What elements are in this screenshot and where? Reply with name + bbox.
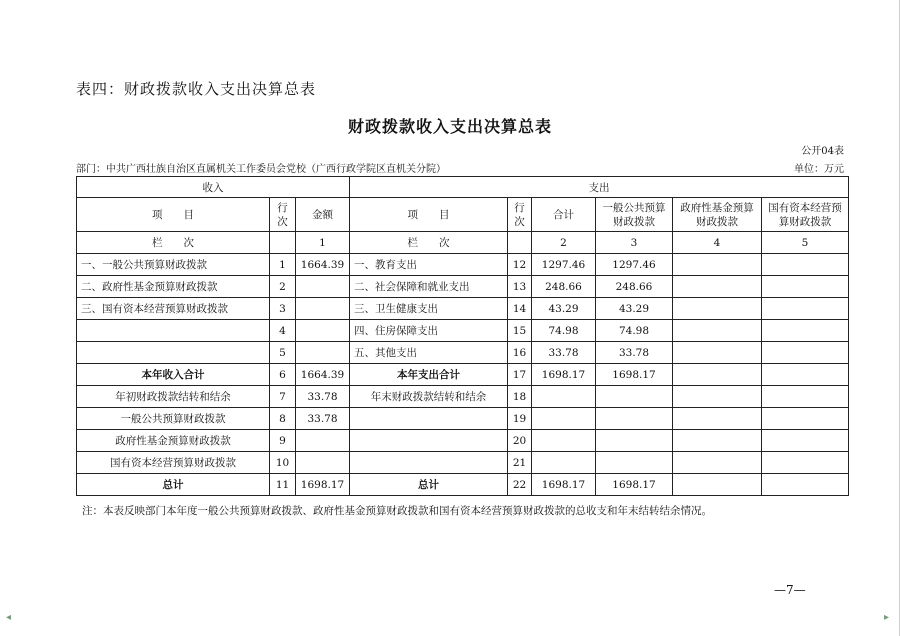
expense-row-no-cell: 18 (508, 386, 532, 408)
income-item-cell: 国有资本经营预算财政拨款 (77, 452, 270, 474)
department-label: 部门：中共广西壮族自治区直属机关工作委员会党校（广西行政学院区直机关分院） (76, 164, 446, 175)
expense-state-capital-cell (762, 386, 849, 408)
expense-gov-fund-cell (673, 298, 762, 320)
income-item-cell (77, 342, 270, 364)
expense-item-cell: 一、教育支出 (350, 254, 508, 276)
expense-total-cell (532, 408, 596, 430)
expense-header: 支出 (350, 177, 849, 198)
expense-total-cell: 33.78 (532, 342, 596, 364)
expense-total-cell: 1698.17 (532, 364, 596, 386)
expense-row-no-cell: 13 (508, 276, 532, 298)
expense-item-header: 项 目 (350, 198, 508, 232)
expense-general-cell: 1297.46 (596, 254, 673, 276)
income-column-blank (270, 232, 296, 254)
expense-gov-fund-header: 政府性基金预算财政拨款 (673, 198, 762, 232)
income-row-no-cell: 8 (270, 408, 296, 430)
table-row (77, 342, 849, 364)
income-row-no-cell: 9 (270, 430, 296, 452)
income-item-cell: 三、国有资本经营预算财政拨款 (77, 298, 270, 320)
expense-general-cell (596, 430, 673, 452)
table-row (77, 408, 849, 430)
income-amount-cell (296, 342, 350, 364)
expense-state-capital-cell (762, 452, 849, 474)
expense-row-no-cell: 21 (508, 452, 532, 474)
income-item-cell: 二、政府性基金预算财政拨款 (77, 276, 270, 298)
expense-gov-fund-cell (673, 386, 762, 408)
expense-state-capital-cell (762, 254, 849, 276)
expense-gov-fund-cell (673, 364, 762, 386)
income-row-no-cell: 5 (270, 342, 296, 364)
income-row-no-cell: 4 (270, 320, 296, 342)
table-title: 财政拨款收入支出决算总表 (347, 117, 552, 136)
expense-row-no-cell: 20 (508, 430, 532, 452)
expense-gov-fund-cell (673, 430, 762, 452)
col-index-3: 3 (596, 232, 673, 254)
page-number: —7— (774, 583, 806, 597)
expense-state-capital-cell (762, 474, 849, 496)
expense-general-cell: 74.98 (596, 320, 673, 342)
expense-row-no-cell: 12 (508, 254, 532, 276)
expense-total-cell: 43.29 (532, 298, 596, 320)
income-header: 收入 (77, 177, 350, 198)
income-item-cell: 本年收入合计 (77, 364, 270, 386)
expense-state-capital-cell (762, 298, 849, 320)
expense-total-cell: 1297.46 (532, 254, 596, 276)
expense-total-cell (532, 452, 596, 474)
expense-general-cell: 248.66 (596, 276, 673, 298)
income-amount-cell: 1698.17 (296, 474, 350, 496)
table-row (77, 254, 849, 276)
expense-item-cell: 本年支出合计 (350, 364, 508, 386)
income-row-no-header: 行次 (270, 198, 296, 232)
table-row (77, 298, 849, 320)
income-item-cell: 年初财政拨款结转和结余 (77, 386, 270, 408)
income-amount-cell: 33.78 (296, 386, 350, 408)
expense-state-capital-cell (762, 430, 849, 452)
income-row-no-cell: 1 (270, 254, 296, 276)
expense-row-no-cell: 16 (508, 342, 532, 364)
income-item-cell (77, 320, 270, 342)
expense-general-cell: 1698.17 (596, 474, 673, 496)
expense-state-capital-header: 国有资本经营预算财政拨款 (762, 198, 849, 232)
expense-general-cell (596, 386, 673, 408)
expense-item-cell (350, 430, 508, 452)
expense-total-cell: 248.66 (532, 276, 596, 298)
income-row-no-cell: 2 (270, 276, 296, 298)
expense-row-no-cell: 17 (508, 364, 532, 386)
next-page-icon[interactable]: ▸ (884, 612, 890, 623)
expense-row-no-cell: 22 (508, 474, 532, 496)
income-amount-header: 金额 (296, 198, 350, 232)
expense-item-cell: 年末财政拨款结转和结余 (350, 386, 508, 408)
expense-item-cell: 二、社会保障和就业支出 (350, 276, 508, 298)
table-row (77, 276, 849, 298)
col-index-4: 4 (673, 232, 762, 254)
expense-state-capital-cell (762, 276, 849, 298)
table-row (77, 452, 849, 474)
expense-general-cell: 43.29 (596, 298, 673, 320)
expense-state-capital-cell (762, 342, 849, 364)
income-item-cell: 总计 (77, 474, 270, 496)
expense-row-no-cell: 15 (508, 320, 532, 342)
expense-item-cell: 四、住房保障支出 (350, 320, 508, 342)
income-amount-cell (296, 452, 350, 474)
table-row (77, 320, 849, 342)
expense-general-header: 一般公共预算财政拨款 (596, 198, 673, 232)
expense-row-no-cell: 19 (508, 408, 532, 430)
expense-gov-fund-cell (673, 254, 762, 276)
table-row (77, 364, 849, 386)
expense-state-capital-cell (762, 320, 849, 342)
income-row-no-cell: 3 (270, 298, 296, 320)
income-amount-cell (296, 320, 350, 342)
expense-item-cell (350, 452, 508, 474)
income-item-cell: 一、一般公共预算财政拨款 (77, 254, 270, 276)
expense-gov-fund-cell (673, 474, 762, 496)
expense-general-cell (596, 408, 673, 430)
income-item-cell: 政府性基金预算财政拨款 (77, 430, 270, 452)
expense-gov-fund-cell (673, 276, 762, 298)
income-row-no-cell: 7 (270, 386, 296, 408)
col-index-5: 5 (762, 232, 849, 254)
income-item-cell: 一般公共预算财政拨款 (77, 408, 270, 430)
expense-total-cell (532, 386, 596, 408)
table-row (77, 474, 849, 496)
col-index-2: 2 (532, 232, 596, 254)
expense-row-no-cell: 14 (508, 298, 532, 320)
income-amount-cell (296, 298, 350, 320)
income-row-no-cell: 11 (270, 474, 296, 496)
expense-item-cell (350, 408, 508, 430)
prev-page-icon[interactable]: ◂ (6, 612, 12, 623)
expense-item-cell: 三、卫生健康支出 (350, 298, 508, 320)
income-item-header: 项 目 (77, 198, 270, 232)
expense-total-header: 合计 (532, 198, 596, 232)
income-amount-cell: 33.78 (296, 408, 350, 430)
section-heading: 表四：财政拨款收入支出决算总表 (76, 80, 317, 98)
expense-total-cell: 1698.17 (532, 474, 596, 496)
table-note: 注：本表反映部门本年度一般公共预算财政拨款、政府性基金预算财政拨款和国有资本经营预算财政拨款的总收支和年末结转结余情况。 (82, 505, 712, 517)
form-number: 公开04表 (801, 146, 844, 157)
table-row (77, 430, 849, 452)
income-row-no-cell: 10 (270, 452, 296, 474)
expense-state-capital-cell (762, 364, 849, 386)
income-row-no-cell: 6 (270, 364, 296, 386)
expense-item-cell: 总计 (350, 474, 508, 496)
expense-state-capital-cell (762, 408, 849, 430)
expense-gov-fund-cell (673, 342, 762, 364)
expense-gov-fund-cell (673, 408, 762, 430)
expense-general-cell (596, 452, 673, 474)
expense-general-cell: 33.78 (596, 342, 673, 364)
income-amount-cell: 1664.39 (296, 254, 350, 276)
table-row (77, 386, 849, 408)
expense-item-cell: 五、其他支出 (350, 342, 508, 364)
expense-total-cell (532, 430, 596, 452)
expense-column-blank (508, 232, 532, 254)
column-index-row (77, 232, 849, 254)
col-index-1: 1 (296, 232, 350, 254)
unit-label: 单位：万元 (794, 164, 844, 175)
income-column-label: 栏 次 (77, 232, 270, 254)
expense-row-no-header: 行次 (508, 198, 532, 232)
expense-general-cell: 1698.17 (596, 364, 673, 386)
expense-column-label: 栏 次 (350, 232, 508, 254)
header-row-columns (77, 198, 849, 232)
income-amount-cell (296, 276, 350, 298)
expense-gov-fund-cell (673, 320, 762, 342)
budget-table (76, 176, 849, 496)
expense-total-cell: 74.98 (532, 320, 596, 342)
income-amount-cell: 1664.39 (296, 364, 350, 386)
header-row-group (77, 177, 849, 198)
income-amount-cell (296, 430, 350, 452)
expense-gov-fund-cell (673, 452, 762, 474)
